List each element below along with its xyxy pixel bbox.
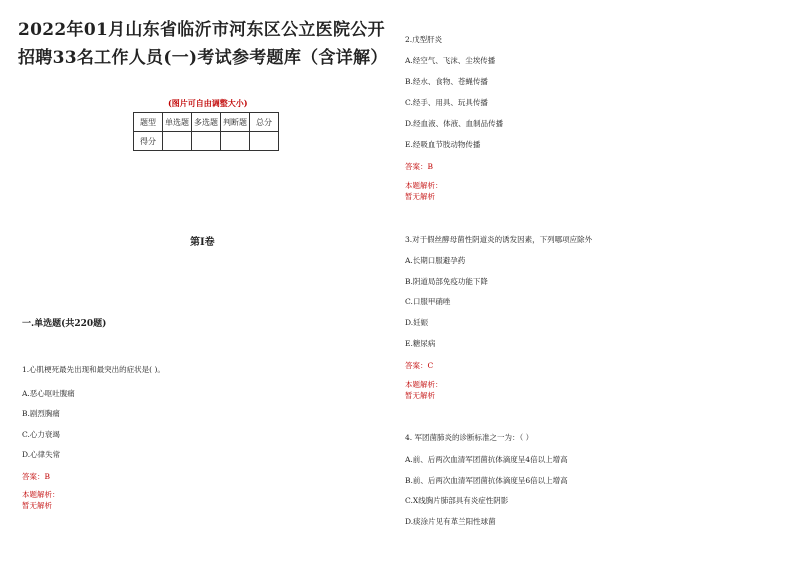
question-4-text: 4. 军团菌肺炎的诊断标准之一为：（ ） (405, 433, 534, 442)
score-cell[interactable] (221, 132, 250, 151)
section-title: 一.单选题(共220题) (22, 319, 107, 329)
document-title-line-2: 招聘33名工作人员(一)考试参考题库（含详解） (18, 48, 388, 68)
question-2-option-a: A.经空气、飞沫、尘埃传播 (405, 56, 496, 65)
score-header-cell: 单选题 (163, 113, 192, 132)
question-2-option-b: B.经水、食物、苍蝇传播 (405, 77, 488, 86)
image-resize-note: (图片可自由调整大小) (168, 98, 248, 108)
question-2-analysis-text: 暂无解析 (405, 192, 435, 201)
question-1-option-c: C.心力衰竭 (22, 430, 60, 439)
question-3-option-a: A.长期口服避孕药 (405, 256, 466, 265)
question-1-option-d: D.心律失常 (22, 450, 61, 459)
question-3-answer: 答案：C (405, 361, 434, 370)
question-1-option-a: A.恶心呕吐腹痛 (22, 389, 75, 398)
question-3-analysis-text: 暂无解析 (405, 391, 435, 400)
question-1-analysis-text: 暂无解析 (22, 501, 52, 510)
question-1-option-b: B.剧烈胸痛 (22, 409, 60, 418)
question-3-text: 3.对于假丝酵母菌性阴道炎的诱发因素，下列哪项应除外 (405, 235, 593, 244)
score-cell[interactable] (192, 132, 221, 151)
question-1-text: 1.心肌梗死最先出现和最突出的症状是( )。 (22, 365, 165, 374)
question-3-option-c: C.口服甲硝唑 (405, 297, 451, 306)
question-4-option-a: A.前、后两次血清军团菌抗体滴度呈4倍以上增高 (405, 455, 568, 464)
score-row-label: 得分 (134, 132, 163, 151)
question-3-option-e: E.糖尿病 (405, 339, 436, 348)
score-header-cell: 总分 (250, 113, 279, 132)
score-table-header-row (134, 113, 279, 132)
score-header-cell: 题型 (134, 113, 163, 132)
question-1-analysis-label: 本题解析： (22, 490, 60, 499)
question-4-option-b: B.前、后两次血清军团菌抗体滴度呈6倍以上增高 (405, 476, 568, 485)
question-3-option-b: B.阴道局部免疫功能下降 (405, 277, 488, 286)
question-2-analysis-label: 本题解析： (405, 181, 443, 190)
question-2-option-c: C.经手、用具、玩具传播 (405, 98, 488, 107)
question-1-answer: 答案：B (22, 472, 51, 481)
question-2-text: 2.戊型肝炎 (405, 35, 443, 44)
question-4-option-d: D.痰涂片见有革兰阳性球菌 (405, 517, 496, 526)
question-3-option-d: D.妊娠 (405, 318, 429, 327)
score-header-cell: 多选题 (192, 113, 221, 132)
score-table-score-row (134, 132, 279, 151)
score-cell[interactable] (250, 132, 279, 151)
question-2-option-e: E.经吸血节肢动物传播 (405, 140, 481, 149)
document-title-line-1: 2022年01月山东省临沂市河东区公立医院公开 (18, 20, 385, 40)
question-2-answer: 答案：B (405, 162, 434, 171)
question-4-option-c: C.X线胸片肺部具有炎症性阴影 (405, 496, 509, 505)
score-cell[interactable] (163, 132, 192, 151)
score-header-cell: 判断题 (221, 113, 250, 132)
volume-title: 第I卷 (190, 237, 215, 248)
question-3-analysis-label: 本题解析： (405, 380, 443, 389)
score-table (133, 112, 279, 151)
question-2-option-d: D.经血液、体液、血制品传播 (405, 119, 504, 128)
